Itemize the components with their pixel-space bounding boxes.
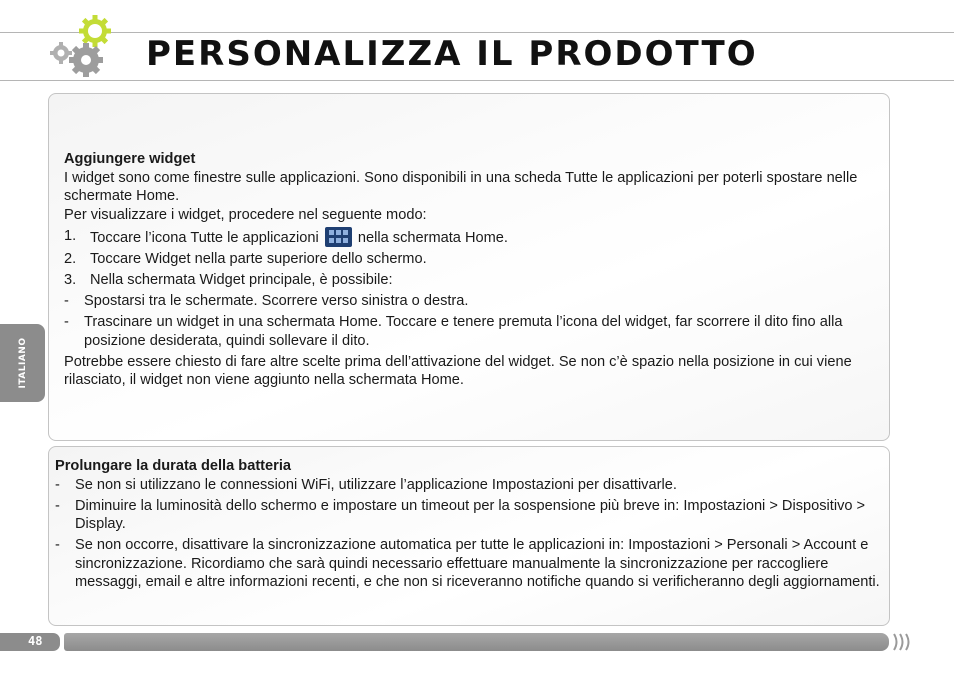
battery-heading: Prolungare la durata della batteria: [55, 458, 292, 474]
bullet-dash: -: [64, 293, 69, 309]
bullet-dash: -: [55, 537, 60, 553]
footer-bar: [64, 633, 889, 651]
step-text-after: nella schermata Home.: [357, 230, 508, 246]
list-item: [55, 497, 880, 534]
bullet-text: Diminuire la luminosità dello schermo e impostare un timeout per la sospensione più breve in: Impostazioni > Dispositivo > Display.: [75, 497, 866, 532]
widget-intro: I widget sono come finestre sulle applicazioni. Sono disponibili in una scheda Tutte le applicazioni per poterli spostare nelle schermate Home.: [64, 169, 858, 204]
widget-intro-2: Per visualizzare i widget, procedere nel seguente modo:: [64, 206, 427, 223]
step-text: Toccare l’icona Tutte le applicazioni: [90, 230, 319, 246]
step-text: Toccare Widget nella parte superiore dello schermo.: [90, 251, 427, 267]
page-number-badge: [0, 633, 60, 651]
bullet-dash: -: [55, 497, 60, 514]
bullet-dash: -: [64, 314, 69, 330]
widget-outro: Potrebbe essere chiesto di fare altre scelte prima dell’attivazione del widget. Se non c’è spazio nella posizione in cui viene rilasciato, il widget non viene aggiunto nella schermata Home.: [64, 353, 852, 388]
step-text: Nella schermata Widget principale, è possibile:: [90, 272, 393, 288]
list-item: [55, 536, 880, 592]
bullet-text: Spostarsi tra le schermate. Scorrere verso sinistra o destra.: [84, 293, 469, 309]
page-title: PERSONALIZZA IL PRODOTTO: [146, 34, 758, 74]
language-tab: [0, 324, 45, 402]
list-item: [64, 313, 864, 350]
battery-bullets: [55, 476, 880, 592]
list-item: [64, 227, 864, 248]
page-number: 48: [28, 634, 43, 648]
bullet-dash: -: [55, 476, 60, 493]
step-number: 1.: [64, 228, 77, 244]
list-item: [64, 271, 864, 290]
bullet-text: Se non si utilizzano le connessioni WiFi, utilizzare l’applicazione Impostazioni per disattivarle.: [75, 476, 677, 493]
widget-heading: Aggiungere widget: [64, 151, 196, 167]
widget-section: [64, 150, 864, 390]
gears-icon: [44, 14, 114, 84]
widget-bullets: [64, 292, 864, 350]
list-item: [55, 476, 880, 495]
header-top-rule: [0, 32, 954, 33]
widget-steps: [64, 227, 864, 290]
header-bottom-rule: [0, 80, 954, 81]
chevrons-icon: [892, 632, 914, 652]
step-number: 3.: [64, 272, 77, 288]
step-number: 2.: [64, 251, 77, 267]
battery-section: [55, 457, 880, 594]
all-apps-icon: [325, 227, 352, 247]
list-item: [64, 292, 864, 311]
bullet-text: Trascinare un widget in una schermata Home. Toccare e tenere premuta l’icona del widget, far scorrere il dito fino alla posizione desiderata, quindi sollevare il dito.: [84, 314, 843, 349]
list-item: [64, 250, 864, 269]
bullet-text: Se non occorre, disattivare la sincronizzazione automatica per tutte le applicazioni in: Impostazioni > Personali > Account e sincronizzazione. Ricordiamo che sarà quindi necessario effettuare manualmente la sincronizzazione per raccogliere messaggi, email e altre informazioni recenti, e che non si riceveranno notifiche quando si verificheranno degli aggiornamenti.: [75, 537, 880, 590]
language-label: ITALIANO: [17, 337, 28, 389]
